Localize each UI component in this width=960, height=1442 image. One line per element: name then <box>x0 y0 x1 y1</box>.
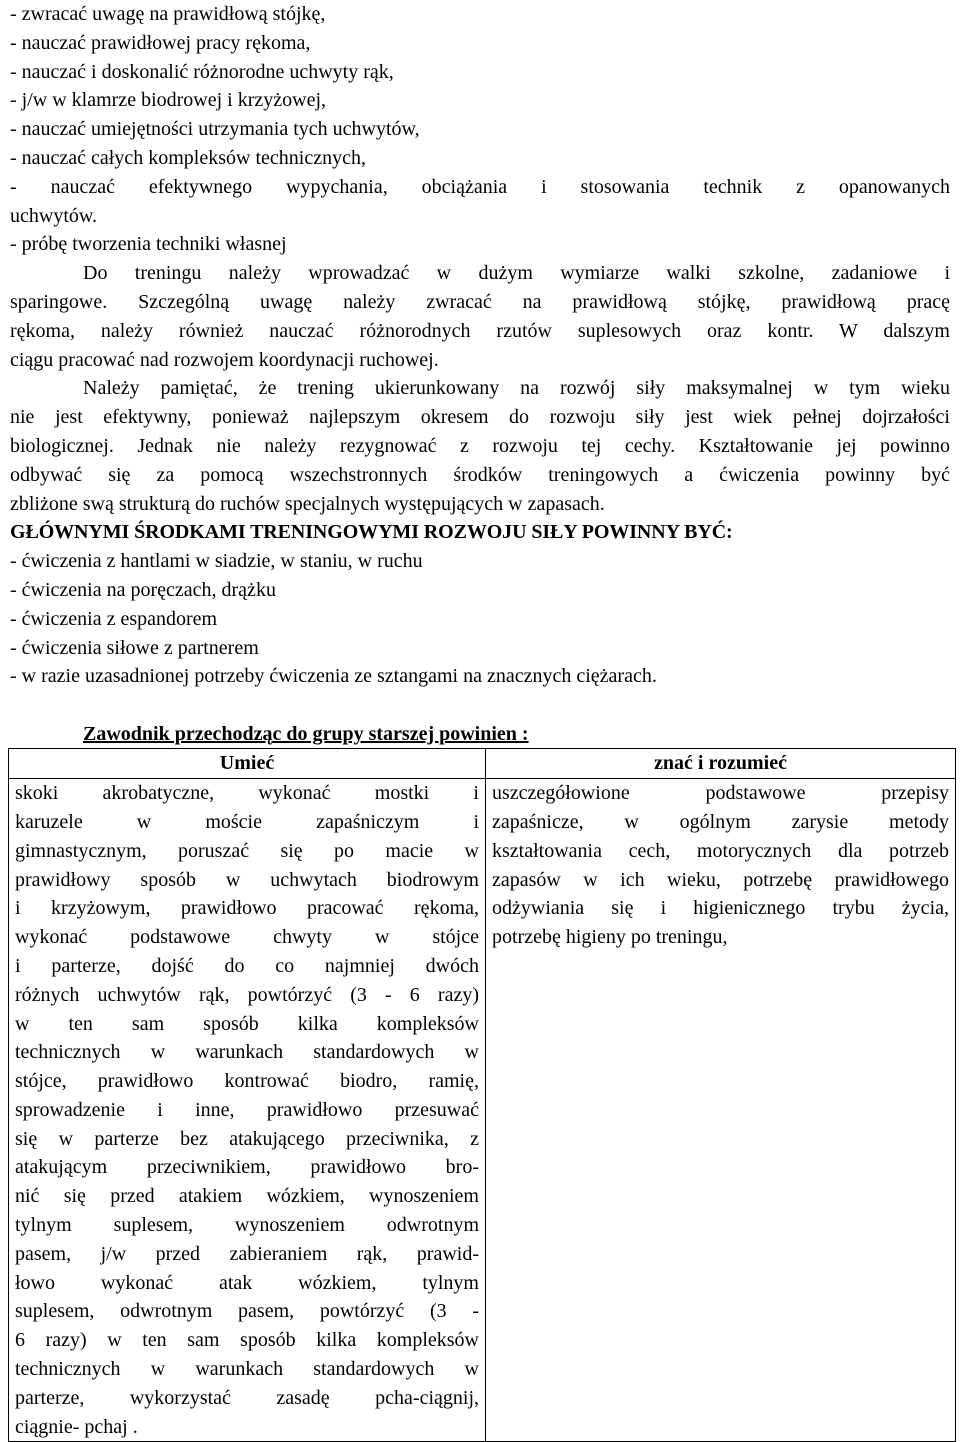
cell-line: ciągnie- pchaj . <box>15 1415 138 1438</box>
paragraph-line: biologicznej. Jednak nie należy rezygnować z rozwoju tej cechy. Kształtowanie jej powinno <box>10 434 950 457</box>
cell-line: się w parterze bez atakującego przeciwnika, z <box>15 1127 479 1150</box>
knowledge-cell <box>486 779 956 1442</box>
list-item: - nauczać efektywnego wypychania, obciążania i stosowania technik z opanowanych <box>10 175 950 198</box>
paragraph-strength <box>10 374 950 518</box>
list-item: - nauczać umiejętności utrzymania tych uchwytów, <box>10 118 420 141</box>
paragraph-line: zbliżone swą strukturą do ruchów specjalnych występujących w zapasach. <box>10 492 605 515</box>
list-item: - ćwiczenia na poręczach, drążku <box>10 578 276 601</box>
goals-list <box>10 0 950 259</box>
cell-line: i krzyżowym, prawidłowo pracować rękoma, <box>15 897 479 920</box>
list-item: - j/w w klamrze biodrowej i krzyżowej, <box>10 89 327 112</box>
cell-line: atakującym przeciwnikiem, prawidłowo bro- <box>15 1156 479 1179</box>
cell-line: nić się przed atakiem wózkiem, wynoszeniem <box>15 1185 479 1208</box>
cell-line: prawidłowy sposób w uchwytach biodrowym <box>15 868 479 891</box>
table-title: Zawodnik przechodząc do grupy starszej powinien : <box>83 723 529 746</box>
cell-line: odżywiania się i higienicznego trybu życia, <box>492 897 949 920</box>
cell-line: 6 razy) w ten sam sposób kilka kompleksów <box>15 1329 479 1352</box>
cell-line: i parterze, dojść do co najmniej dwóch <box>15 954 479 977</box>
list-item: - nauczać i doskonalić różnorodne uchwyty rąk, <box>10 60 394 83</box>
table-row <box>9 779 956 1442</box>
paragraph-line: ciągu pracować nad rozwojem koordynacji ruchowej. <box>10 348 439 371</box>
knowledge-text <box>492 779 949 952</box>
column-header-knowledge: znać i rozumieć <box>486 749 956 779</box>
cell-line: pasem, j/w przed zabieraniem rąk, prawid- <box>15 1242 479 1265</box>
cell-line: wykonać podstawowe chwyty w stójce <box>15 926 479 949</box>
list-item: - ćwiczenia z espandorem <box>10 607 218 630</box>
cell-line: karuzele w moście zapaśniczym i <box>15 810 479 833</box>
list-item: - próbę tworzenia techniki własnej <box>10 233 287 256</box>
list-item-continuation: uchwytów. <box>10 204 98 227</box>
cell-line: suplesem, odwrotnym pasem, powtórzyć (3 - <box>15 1300 479 1323</box>
list-item: - zwracać uwagę na prawidłową stójkę, <box>10 3 326 25</box>
list-item: - nauczać całych kompleksów technicznych, <box>10 146 366 169</box>
paragraph-line: nie jest efektywny, ponieważ najlepszym okresem do rozwoju siły jest wiek pełnej dojrzałości <box>10 406 950 429</box>
training-means-list <box>10 547 950 691</box>
cell-line: technicznych w warunkach standardowych w <box>15 1041 479 1064</box>
cell-line: stójce, prawidłowo kontrować biodro, ramię, <box>15 1070 479 1093</box>
cell-line: różnych uchwytów rąk, powtórzyć (3 - 6 razy) <box>15 983 479 1006</box>
list-item: - ćwiczenia z hantlami w siadzie, w staniu, w ruchu <box>10 550 423 573</box>
paragraph-line: rękoma, należy również nauczać różnorodnych rzutów suplesowych oraz kontr. W dalszym <box>10 319 950 342</box>
cell-line: w ten sam sposób kilka kompleksów <box>15 1012 479 1035</box>
list-item: - w razie uzasadnionej potrzeby ćwiczenia ze sztangami na znacznych ciężarach. <box>10 665 657 688</box>
paragraph-line: sparingowe. Szczególną uwagę należy zwracać na prawidłową stójkę, prawidłową pracę <box>10 290 950 313</box>
skills-cell <box>9 779 486 1442</box>
cell-line: zapasów w ich wieku, potrzebę prawidłowego <box>492 868 949 891</box>
paragraph-training <box>10 259 950 374</box>
column-header-skills: Umieć <box>9 749 486 779</box>
spacer <box>10 691 950 720</box>
cell-line: łowo wykonać atak wózkiem, tylnym <box>15 1271 479 1294</box>
cell-line: gimnastycznym, poruszać się po macie w <box>15 839 479 862</box>
skills-text <box>15 779 479 1441</box>
list-item: - nauczać prawidłowej pracy rękoma, <box>10 31 311 54</box>
cell-line: parterze, wykorzystać zasadę pcha-ciągnij, <box>15 1386 479 1409</box>
paragraph-line: odbywać się za pomocą wszechstronnych środków treningowych a ćwiczenia powinny być <box>10 463 950 486</box>
cell-line: potrzebę higieny po treningu, <box>492 926 728 949</box>
cell-line: sprowadzenie i inne, prawidłowo przesuwać <box>15 1098 479 1121</box>
requirements-table <box>8 748 956 1442</box>
cell-line: tylnym suplesem, wynoszeniem odwrotnym <box>15 1214 479 1237</box>
cell-line: kształtowania cech, motorycznych dla potrzeb <box>492 839 949 862</box>
cell-line: zapaśnicze, w ogólnym zarysie metody <box>492 810 949 833</box>
section-heading: GŁÓWNYMI ŚRODKAMI TRENINGOWYMI ROZWOJU SIŁY POWINNY BYĆ: <box>10 521 733 544</box>
paragraph-line: Należy pamiętać, że trening ukierunkowany na rozwój siły maksymalnej w tym wieku <box>83 377 950 400</box>
cell-line: uszczegółowione podstawowe przepisy <box>492 782 949 805</box>
list-item: - ćwiczenia siłowe z partnerem <box>10 636 259 659</box>
paragraph-line: Do treningu należy wprowadzać w dużym wymiarze walki szkolne, zadaniowe i <box>83 262 950 285</box>
table-header-row <box>9 749 956 779</box>
cell-line: skoki akrobatyczne, wykonać mostki i <box>15 782 479 805</box>
cell-line: technicznych w warunkach standardowych w <box>15 1358 479 1381</box>
